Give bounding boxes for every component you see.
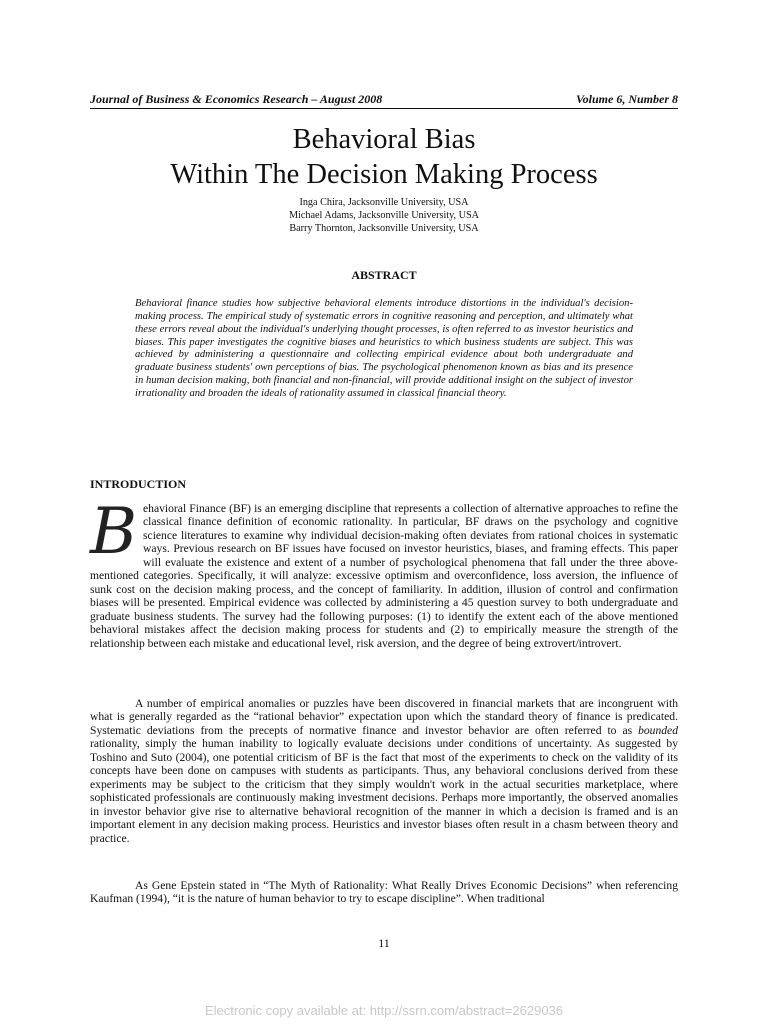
- paragraph-2-text-b: rationality, simply the human inability to logically evaluate decisions under conditions of uncertainty. As suggested by Toshino and Suto (2004), one potential criticism of BF is the fact that most of the experiments to check on the validity of its concepts have been done on campuses with students as participants. Thus, any behavioral conclusions derived from these experiments may be subject to the criticism that they simply wouldn't work in the actual securities marketplace, where sophisticated professionals are continuously making investment decisions. Perhaps more importantly, the observed anomalies in investor behavior give rise to alternative behavioral recognition of the manner in which a decision is framed and is an important element in any decision making process. Heuristics and investor biases often result in a chasm between theory and practice.: [90, 737, 678, 845]
- drop-cap: B: [90, 495, 138, 569]
- volume-number: Volume 6, Number 8: [575, 92, 678, 106]
- paragraph-2-text-a: A number of empirical anomalies or puzzles have been discovered in financial markets that are incongruent with what is generally regarded as the “rational behavior” expectation upon which the standard theory of finance is predicated. Systematic deviations from the precepts of normative finance and investor behavior are often referred to as: [90, 697, 678, 737]
- paper-title: [90, 122, 678, 192]
- journal-name: Journal of Business & Economics Research – August 2008: [90, 92, 383, 106]
- author-2: Michael Adams, Jacksonville University, USA: [288, 210, 480, 221]
- title-line-1: Behavioral Bias: [292, 124, 476, 155]
- paragraph-1-text: ehavioral Finance (BF) is an emerging discipline that represents a collection of alternative approaches to refine the classical finance definition of economic rationality. In particular, BF draws on the psychology and cognitive science literatures to examine why individual decision-making often deviates from rational choices in systematic ways. Previous research on BF issues have focused on investor heuristics, biases, and framing effects. This paper will evaluate the existence and extent of a number of psychological phenomena that fall under the three above-mentioned categories. Specifically, it will analyze: excessive optimism and overconfidence, loss aversion, the influence of sunk cost on the decision making process, and the concept of familiarity. In addition, illusion of control and confirmation biases will be presented. Empirical evidence was collected by administering a 45 question survey to both undergraduate and graduate business students. The survey had the following purposes: (1) to identify the extent each of the above mentioned behavioral mistakes affect the decision making process for students and (2) to empirically measure the strength of the relationship between each mistake and educational level, risk aversion, and the degree of being extrovert/introvert.: [90, 502, 678, 650]
- abstract-text: Behavioral finance studies how subjective behavioral elements introduce distortions in the individual's decision-making process. The empirical study of systematic errors in cognitive reasoning and perception, and ultimately what these errors reveal about the individual's underlying thought processes, is often referred to as investor heuristics and biases. This paper investigates the cognitive biases and heuristics to which business students are subject. This was achieved by administering a questionnaire and collecting empirical evidence about both undergraduate and graduate business students' own perceptions of bias. The psychological phenomenon known as bias and its presence in human decision making, both financial and non-financial, will provide additional insight on the subject of investor irrationality and broaden the ideals of rationality assumed in classical financial theory.: [135, 298, 633, 399]
- paragraph-2-emphasis: bounded: [638, 723, 678, 737]
- introduction-paragraph-2: [90, 697, 678, 845]
- author-3: Barry Thornton, Jacksonville University, USA: [289, 223, 479, 234]
- header-rule: [90, 108, 678, 109]
- introduction-paragraph-3: As Gene Epstein stated in “The Myth of Rationality: What Really Drives Economic Decisions” when referencing Kaufman (1994), “it is the nature of human behavior to try to escape discipline”. When traditional: [90, 879, 678, 906]
- introduction-paragraph-1: [90, 495, 678, 650]
- page-number: 11: [378, 936, 390, 950]
- title-line-2: Within The Decision Making Process: [170, 159, 598, 190]
- author-1: Inga Chira, Jacksonville University, USA: [299, 197, 469, 208]
- introduction-heading: INTRODUCTION: [90, 477, 187, 491]
- running-header: [90, 92, 678, 107]
- ssrn-footer: Electronic copy available at: http://ssrn.com/abstract=2629036: [204, 1003, 564, 1018]
- abstract-heading: ABSTRACT: [351, 268, 417, 282]
- author-list: [90, 196, 678, 235]
